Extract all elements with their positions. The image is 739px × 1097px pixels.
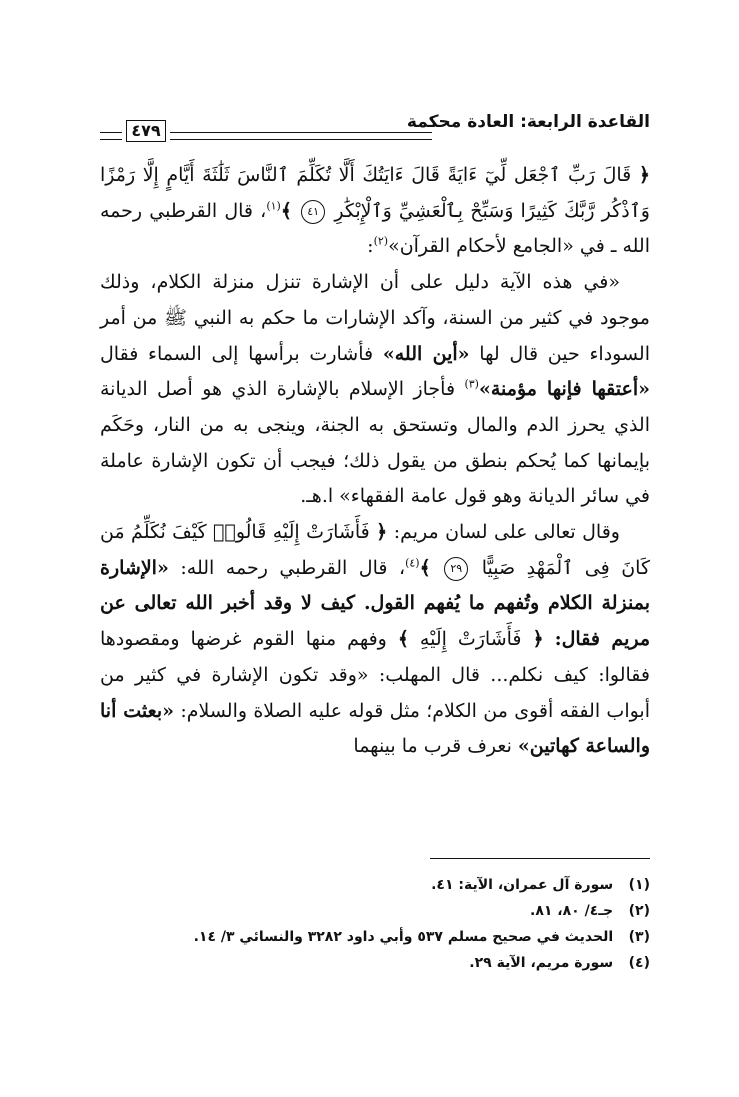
verse-close-bracket: ﴾ (397, 628, 409, 651)
paragraph-text: فأجاز الإسلام بالإشارة الذي هو أصل الديانة الذي يحرز الدم والمال وتستحق به الجنة، وينجى به من النار، وحَكَم بإيمانها كما يُحكم بنطق من يقول ذلك؛ فيجب أن تكون الإشارة عاملة في سائر الديانة وهو قول عامة الفقهاء» ا.هـ. (100, 378, 650, 508)
paragraph-text: ، قال القرطبي رحمه الله ـ في «الجامع لأحكام القرآن» (100, 199, 650, 258)
footnote-item (100, 950, 650, 976)
footnote-ref-2: (٢) (373, 235, 389, 249)
quran-verse: فَأَشَارَتْ إِلَيْهِ قَالُوا۟ كَيْفَ نُكَلِّمُ مَن كَانَ فِى ٱلْمَهْدِ صَبِيًّا (100, 521, 651, 579)
qurtubi-quote: «الإشارة بمنزلة الكلام وتُفهم ما يُفهم القول. كيف لا وقد أخبر الله تعالى عن مريم فقال: (100, 556, 651, 651)
header-title: القاعدة الرابعة: العادة محكمة (406, 112, 650, 132)
running-header (100, 110, 650, 146)
main-text (100, 158, 650, 765)
footnotes (100, 872, 650, 976)
paragraph-text: فأشارت برأسها إلى السماء فقال (100, 342, 374, 365)
paragraph-text: : (367, 235, 374, 258)
hadith-quote: «بعثت أنا والساعة كهاتين» (100, 699, 650, 758)
header-double-rule-short (100, 132, 122, 140)
verse-open-bracket: ﴿ (638, 164, 650, 186)
quran-verse: قَالَ رَبِّ ٱجْعَل لِّيٓ ءَايَةً قَالَ ءَايَتُكَ أَلَّا تُكَلِّمَ ٱلنَّاسَ ثَلَٰثَةَ أَيَّامٍ إِلَّا رَمْزًا وَٱذْكُر رَّبَّكَ كَثِيرًا وَسَبِّحْ بِٱلْعَشِيِّ وَٱلْإِبْكَٰرِ (100, 164, 650, 222)
footnote-ref-4: (٤) (405, 556, 420, 570)
hadith-quote: «أين الله» (382, 342, 470, 365)
footnote-text: الحديث في صحيح مسلم ٥٣٧ وأبي داود ٣٢٨٢ والنسائي ٣/ ١٤. (193, 929, 614, 945)
footnote-item (100, 898, 650, 924)
paragraph-2 (100, 265, 650, 515)
verse-open-bracket: ﴿ (532, 628, 544, 651)
paragraph-text: ، قال القرطبي رحمه الله: (180, 556, 406, 579)
footnote-text: جـ٤/ ٨٠، ٨١. (529, 903, 614, 919)
ayah-number-marker: ٢٩ (444, 557, 468, 581)
paragraph-text: نعرف قرب ما بينهما (353, 735, 512, 758)
header-double-rule (170, 132, 432, 140)
footnote-item (100, 872, 650, 898)
footnote-number: (٢) (628, 903, 650, 919)
verse-close-bracket: ﴾ (419, 556, 431, 579)
paragraph-text: «في هذه الآية دليل على أن الإشارة تنزل منزلة الكلام، وذلك موجود في كثير من السنة، وآكد الإشارات ما حكم به النبي ﷺ من أمر السوداء حين قال لها (100, 271, 650, 365)
footnote-separator (430, 858, 650, 859)
footnote-text: سورة مريم، الآية ٢٩. (469, 955, 614, 971)
verse-open-bracket: ﴿ (376, 521, 388, 544)
paragraph-text: وقال تعالى على لسان مريم: (393, 521, 620, 544)
paragraph-1 (100, 158, 650, 265)
footnote-ref-3: (٣) (464, 377, 479, 391)
page-number: ٤٧٩ (126, 120, 166, 142)
footnote-number: (٤) (628, 955, 650, 971)
footnote-number: (١) (628, 877, 650, 893)
footnote-item (100, 924, 650, 950)
footnote-ref-1: (١) (266, 199, 281, 213)
footnote-text: سورة آل عمران، الآية: ٤١. (431, 877, 614, 893)
paragraph-3 (100, 515, 650, 765)
quran-verse: فَأَشَارَتْ إِلَيْهِ (419, 628, 522, 651)
hadith-quote: «أعتقها فإنها مؤمنة» (478, 378, 650, 401)
paragraph-text: وفهم منها القوم غرضها ومقصودها فقالوا: كيف نكلم... قال المهلب: «وقد تكون الإشارة في كثير من أبواب الفقه أقوى من الكلام؛ مثل قوله عليه الصلاة والسلام: (100, 628, 650, 722)
ayah-number-marker: ٤١ (301, 200, 325, 224)
verse-close-bracket: ﴾ (280, 199, 292, 222)
footnote-number: (٣) (628, 929, 650, 945)
